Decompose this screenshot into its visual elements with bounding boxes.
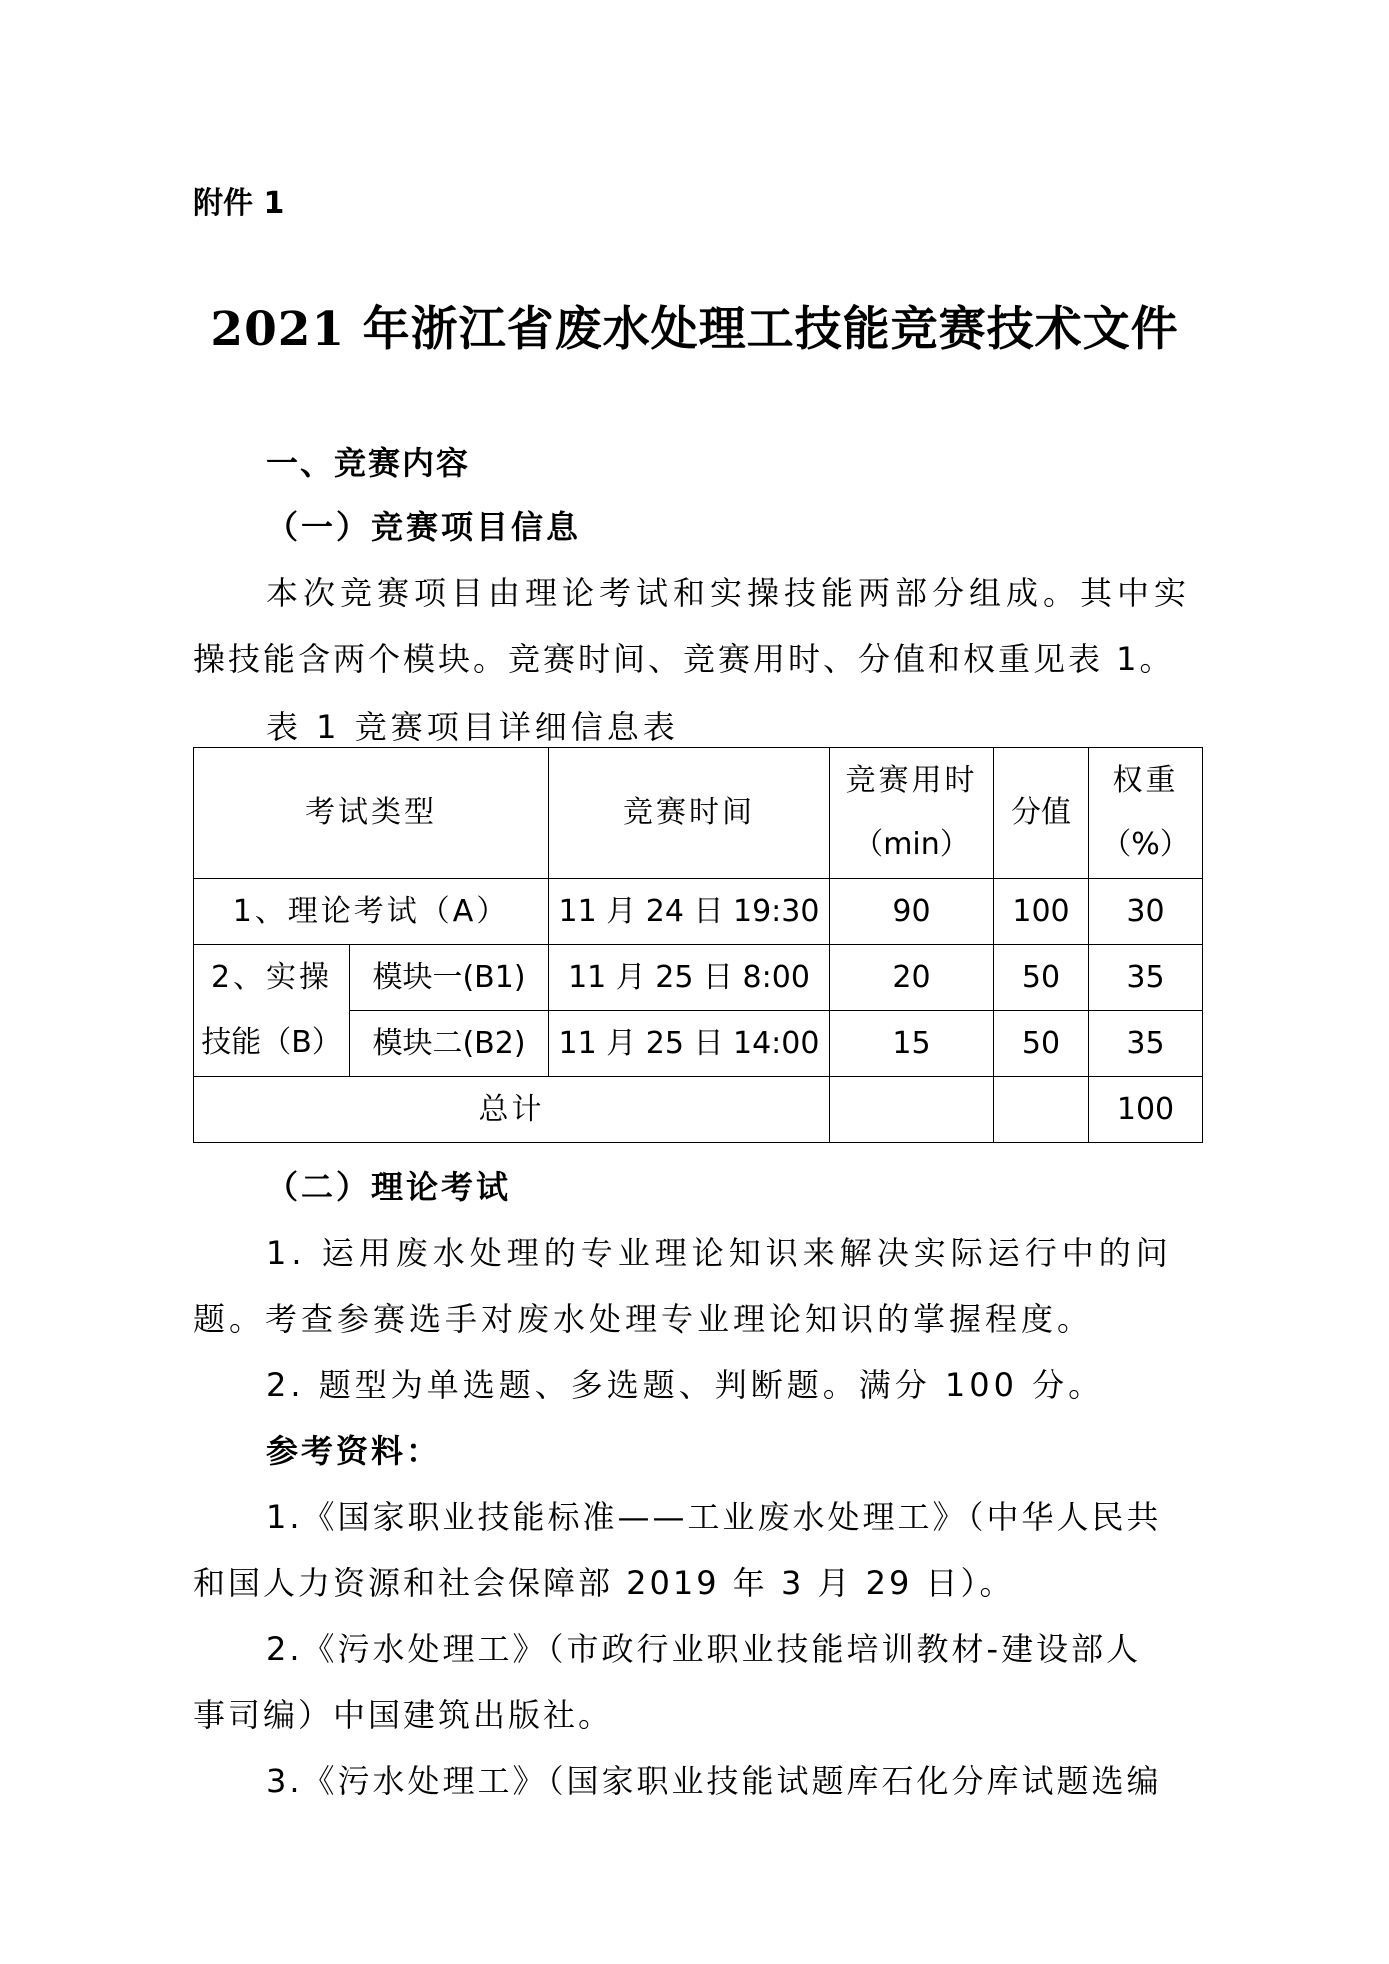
subsection-heading-theory: （二）理论考试 — [266, 1168, 512, 1206]
cell-theory-time: 11 月 24 日 19:30 — [549, 879, 830, 945]
cell-theory-weight: 30 — [1089, 879, 1203, 945]
cell-practical-label — [194, 945, 350, 1077]
cell-module-2-duration: 15 — [830, 1011, 994, 1077]
cell-module-1-time: 11 月 25 日 8:00 — [549, 945, 830, 1011]
cell-total-score — [994, 1077, 1089, 1143]
document-title: 2021 年浙江省废水处理工技能竞赛技术文件 — [210, 302, 1179, 357]
header-weight — [1089, 748, 1203, 879]
ref-3-line-1: 3.《污水处理工》（国家职业技能试题库石化分库试题选编 — [266, 1762, 1162, 1800]
cell-module-2-weight: 35 — [1089, 1011, 1203, 1077]
cell-module-1-weight: 35 — [1089, 945, 1203, 1011]
cell-theory-duration: 90 — [830, 879, 994, 945]
cell-total-weight: 100 — [1089, 1077, 1203, 1143]
subsection-heading-info: （一）竞赛项目信息 — [266, 508, 582, 546]
cell-theory-label: 1、理论考试（A） — [194, 879, 549, 945]
theory-item-1-line-1: 1. 运用废水处理的专业理论知识来解决实际运行中的问 — [266, 1234, 1173, 1272]
cell-module-1-name: 模块一(B1) — [350, 945, 549, 1011]
theory-item-1-line-2: 题。考查参赛选手对废水处理专业理论知识的掌握程度。 — [193, 1300, 1094, 1338]
cell-total-label: 总计 — [194, 1077, 830, 1143]
cell-total-duration — [830, 1077, 994, 1143]
header-weight-label: 权重 — [1112, 763, 1179, 798]
ref-2-line-1: 2.《污水处理工》（市政行业职业技能培训教材-建设部人 — [266, 1630, 1142, 1668]
ref-1-line-1: 1.《国家职业技能标准——工业废水处理工》（中华人民共 — [266, 1498, 1162, 1536]
header-duration — [830, 748, 994, 879]
competition-info-table — [193, 747, 1203, 1143]
section-heading-content: 一、竞赛内容 — [266, 444, 471, 482]
cell-module-2-name: 模块二(B2) — [350, 1011, 549, 1077]
theory-item-2: 2. 题型为单选题、多选题、判断题。满分 100 分。 — [266, 1366, 1105, 1404]
ref-1-line-2: 和国人力资源和社会保障部 2019 年 3 月 29 日）。 — [193, 1564, 1015, 1602]
table-row-theory — [194, 879, 1203, 945]
cell-module-1-score: 50 — [994, 945, 1089, 1011]
header-exam-type: 考试类型 — [194, 748, 549, 879]
header-weight-unit: （%） — [1101, 827, 1190, 862]
table-header-row — [194, 748, 1203, 879]
intro-line-2: 操技能含两个模块。竞赛时间、竞赛用时、分值和权重见表 1。 — [193, 640, 1175, 678]
table-row-total — [194, 1077, 1203, 1143]
table-caption: 表 1 竞赛项目详细信息表 — [266, 708, 679, 746]
header-competition-time: 竞赛时间 — [549, 748, 830, 879]
cell-module-1-duration: 20 — [830, 945, 994, 1011]
references-heading: 参考资料： — [266, 1432, 442, 1470]
ref-2-line-2: 事司编）中国建筑出版社。 — [193, 1696, 614, 1734]
header-score: 分值 — [994, 748, 1089, 879]
header-duration-unit: （min） — [853, 827, 970, 862]
table-row-module-1 — [194, 945, 1203, 1011]
practical-label-line-2: 技能（B） — [201, 1025, 342, 1060]
attachment-label: 附件 1 — [193, 186, 285, 221]
cell-module-2-score: 50 — [994, 1011, 1089, 1077]
cell-theory-score: 100 — [994, 879, 1089, 945]
header-duration-label: 竞赛用时 — [845, 763, 978, 798]
cell-module-2-time: 11 月 25 日 14:00 — [549, 1011, 830, 1077]
practical-label-line-1: 2、实操 — [210, 960, 333, 995]
intro-line-1: 本次竞赛项目由理论考试和实操技能两部分组成。其中实 — [266, 574, 1192, 612]
